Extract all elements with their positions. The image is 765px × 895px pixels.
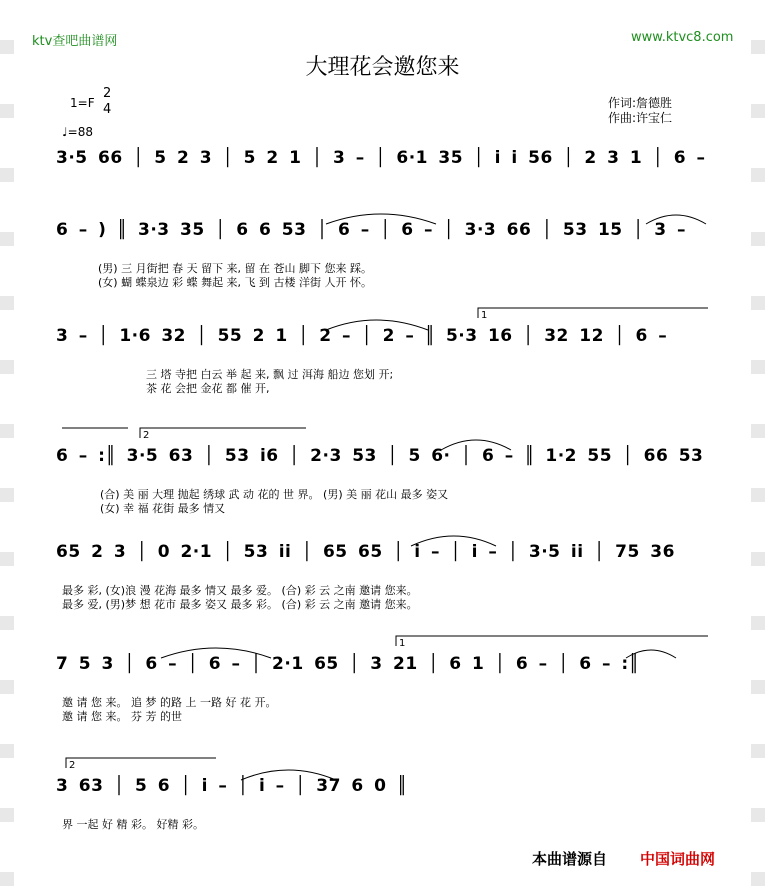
tempo-marking: ♩=88 xyxy=(62,125,93,139)
credits xyxy=(608,96,672,126)
lyric-line-2: 最多 爱, (男)梦 想 花市 最多 姿又 最多 彩。 (合) 彩 云 之南 邀请 您来。 xyxy=(62,598,418,611)
score-row-7 xyxy=(56,760,708,831)
lyric-line-2: (女) 幸 福 花街 最多 情又 xyxy=(100,502,226,515)
score-row-4 xyxy=(56,430,708,515)
notation-line: 6 – ) ║ 3·3 35 │ 6 6 53 │ 6 – │ 6 – │ 3·3 66 │ 53 15 │ 3 – xyxy=(56,220,686,240)
notation-line: 3 – │ 1·6 32 │ 55 2 1 │ 2 – │ 2 – ║ 5·3 16 │ 32 12 │ 6 – xyxy=(56,326,668,346)
lyric-line-2: 邀 请 您 来。 芬 芳 的世 xyxy=(62,710,182,723)
source-site-link[interactable]: 中国词曲网 xyxy=(640,850,716,868)
time-numerator: 2 xyxy=(103,86,112,101)
svg-text:2: 2 xyxy=(143,430,150,441)
lyric-line-1: 三 塔 寺把 白云 举 起 来, 飘 过 洱海 船边 您划 开; xyxy=(146,368,394,381)
site-link-right[interactable]: www.ktvc8.com xyxy=(631,30,734,45)
time-signature xyxy=(103,86,111,118)
source-label: 本曲谱源自 xyxy=(532,850,608,868)
lyric-line-1: (合) 美 丽 大理 抛起 绣球 武 动 花的 世 界。 (男) 美 丽 花山 最多 姿又 xyxy=(100,488,449,501)
notation-line: 3 63 │ 5 6 │ i – │ i – │ 37 6 0 ║ xyxy=(56,776,408,796)
song-title: 大理花会邀您来 xyxy=(305,55,460,80)
svg-text:1: 1 xyxy=(399,638,406,649)
lyric-line-2: 茶 花 会把 金花 都 催 开, xyxy=(146,382,270,395)
score-row-2 xyxy=(56,220,708,289)
svg-text:2: 2 xyxy=(69,760,76,771)
lyric-line-2: (女) 蝴 蝶泉边 彩 蝶 舞起 来, 飞 到 古楼 洋街 人开 怀。 xyxy=(98,276,373,289)
score-row-3 xyxy=(56,310,708,395)
notation-line: 3·5 66 │ 5 2 3 │ 5 2 1 │ 3 – │ 6·1 35 │ i i 56 │ 2 3 1 │ 6 – xyxy=(56,148,706,168)
key-signature: 1=F xyxy=(70,96,95,110)
watermark-strip-left xyxy=(0,0,14,895)
score-row-5 xyxy=(56,542,708,611)
watermark-strip-right xyxy=(751,0,765,895)
score-row-6 xyxy=(56,638,708,723)
lyric-line-1: 界 一起 好 精 彩。 好精 彩。 xyxy=(62,818,204,831)
notation-line: 65 2 3 │ 0 2·1 │ 53 ii │ 65 65 │ i – │ i – │ 3·5 ii │ 75 36 xyxy=(56,542,675,562)
lyric-line-1: 邀 请 您 来。 追 梦 的路 上 一路 好 花 开。 xyxy=(62,696,277,709)
lyric-line-1: 最多 彩, (女)浪 漫 花海 最多 情又 最多 爱。 (合) 彩 云 之南 邀请 您来。 xyxy=(62,584,418,597)
notation-line: 7 5 3 │ 6 – │ 6 – │ 2·1 65 │ 3 21 │ 6 1 │ 6 – │ 6 – :║ xyxy=(56,654,640,674)
notation-line: 6 – :║ 3·5 63 │ 53 i6 │ 2·3 53 │ 5 6· │ 6 – ║ 1·2 55 │ 66 53 xyxy=(56,446,704,466)
lyricist-credit: 作词:詹德胜 xyxy=(608,96,673,110)
composer-credit: 作曲:许宝仁 xyxy=(608,111,673,125)
site-link-left[interactable]: ktv查吧曲谱网 xyxy=(32,34,118,49)
lyric-line-1: (男) 三 月街把 春 天 留下 来, 留 在 苍山 脚下 您来 踩。 xyxy=(98,262,373,275)
score-row-1 xyxy=(56,148,708,188)
time-denominator: 4 xyxy=(103,102,112,117)
svg-text:1: 1 xyxy=(481,310,488,321)
